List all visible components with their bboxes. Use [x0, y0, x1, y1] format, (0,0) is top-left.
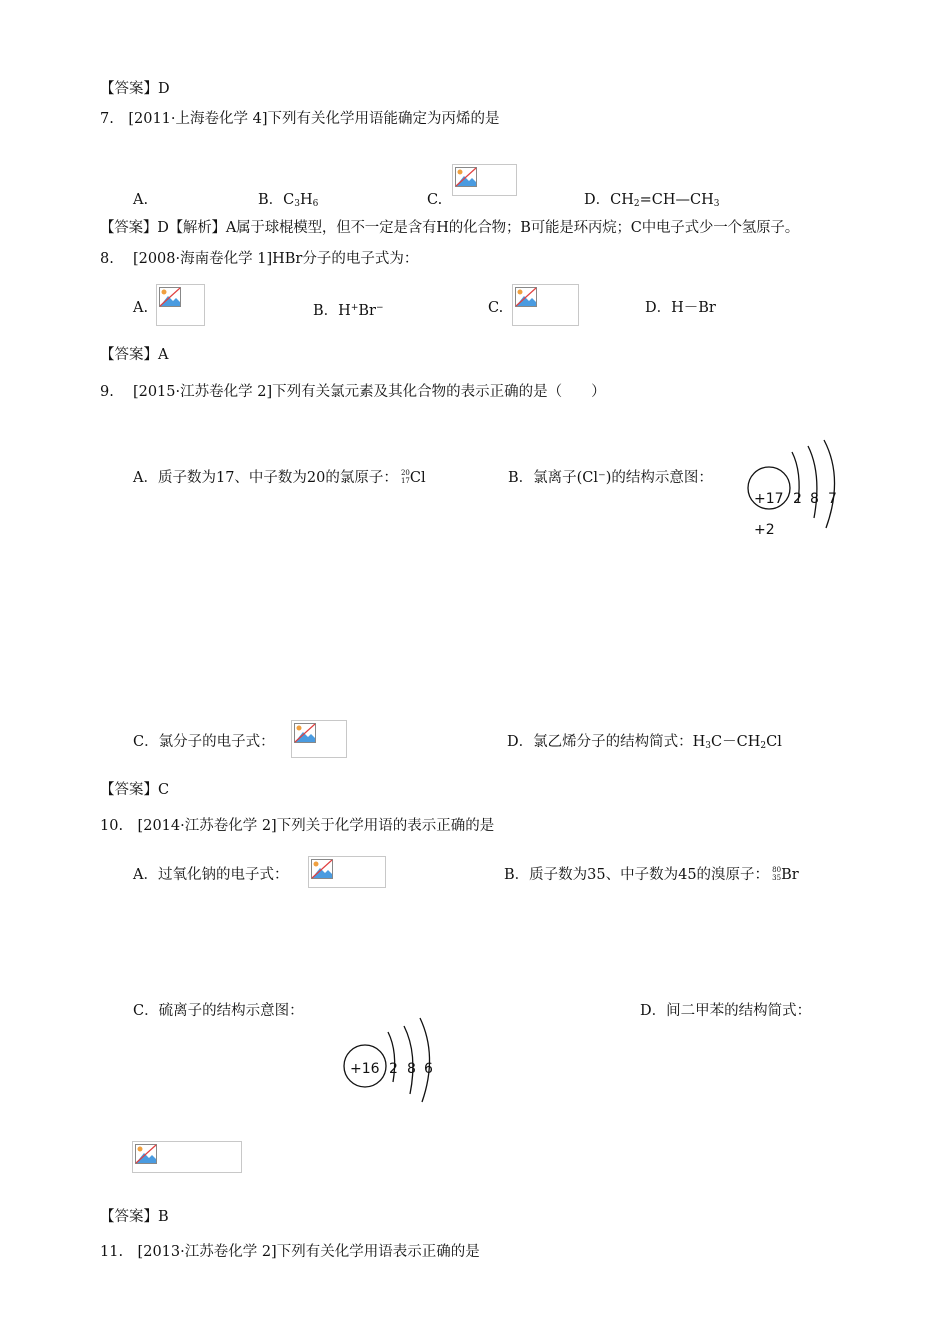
shell-electrons-1: 2	[389, 1061, 398, 1077]
nucleus-charge: +17	[754, 491, 784, 507]
broken-image-icon	[455, 167, 477, 187]
answer-q9: 【答案】C	[100, 782, 170, 798]
q9-option-a: A．质子数为17、中子数为20的氯原子： 20 17 Cl	[133, 469, 426, 486]
q9-option-b: B．氯离子(Cl⁻)的结构示意图：	[508, 470, 713, 486]
q8-option-d: D．H－Br	[645, 300, 716, 316]
answer-q10: 【答案】B	[100, 1209, 169, 1225]
q7-option-c-image	[452, 164, 517, 196]
shell-electrons-2: 8	[407, 1061, 416, 1077]
question-10-stem: 10. [2014·江苏卷化学 2]下列关于化学用语的表示正确的是	[100, 818, 495, 834]
broken-image-icon	[515, 287, 537, 307]
shell-electrons-2: 8	[810, 491, 819, 507]
q8-option-a: A.	[133, 300, 149, 316]
q7-option-b: B．$C_3H_6$	[258, 192, 319, 209]
q7-option-a: A.	[133, 192, 149, 208]
q9-option-c-image	[291, 720, 347, 758]
broken-image-icon	[159, 287, 181, 307]
q7-option-c: C.	[427, 192, 443, 208]
bromine-isotope-notation: 80 35	[772, 866, 782, 882]
q10-option-d: D．间二甲苯的结构简式：	[640, 1003, 812, 1019]
q9-option-c: C．氯分子的电子式：	[133, 734, 275, 750]
broken-image-icon	[311, 859, 333, 879]
electron-shell-arc-3	[420, 1018, 430, 1102]
answer-q7: 【答案】D【解析】A属于球棍模型，但不一定是含有H的化合物；B可能是环丙烷；C中电子式少一个氢原子。	[100, 220, 799, 236]
question-9-stem: 9. [2015·江苏卷化学 2]下列有关氯元素及其化合物的表示正确的是（ ）	[100, 384, 606, 400]
q10-option-c: C．硫离子的结构示意图：	[133, 1003, 304, 1019]
electron-shell-arc-2	[404, 1026, 413, 1094]
sulfide-ion-structure-diagram	[330, 1010, 450, 1110]
answer-q8: 【答案】A	[100, 347, 169, 363]
shell-electrons-3: 6	[424, 1061, 433, 1077]
chlorine-isotope-notation: 20 17	[400, 469, 410, 485]
question-7-stem: 7. [2011·上海卷化学 4]下列有关化学用语能确定为丙烯的是	[100, 111, 500, 127]
q8-option-c-image	[512, 284, 579, 326]
broken-image-icon	[294, 723, 316, 743]
q10-option-a-image	[308, 856, 386, 888]
chloride-ion-structure-diagram	[740, 430, 860, 550]
question-8-stem: 8. [2008·海南卷化学 1]HBr分子的电子式为：	[100, 251, 419, 267]
shell-electrons-1: 2	[793, 491, 802, 507]
broken-image-icon	[135, 1144, 157, 1164]
electron-shell-arc-3	[824, 440, 835, 528]
q8-option-c: C.	[488, 300, 504, 316]
nucleus-charge: +16	[350, 1061, 380, 1077]
q8-option-a-image	[156, 284, 205, 326]
q8-option-b: B．H+Br−	[313, 303, 384, 319]
q7-option-d: D．$CH_2=CH—CH_3$	[584, 192, 720, 209]
diagram-extra-label: +2	[754, 522, 775, 538]
q9-option-d: D．氯乙烯分子的结构简式：$H_3C-CH_2Cl$	[507, 734, 782, 751]
question-11-stem: 11. [2013·江苏卷化学 2]下列有关化学用语表示正确的是	[100, 1244, 480, 1260]
q10-option-b: B．质子数为35、中子数为45的溴原子： 80 35 Br	[504, 866, 799, 883]
shell-electrons-3: 7	[828, 491, 837, 507]
q10-option-d-image	[132, 1141, 242, 1173]
q10-option-a: A．过氧化钠的电子式：	[133, 867, 289, 883]
electron-shell-arc-2	[808, 446, 817, 518]
answer-q6: 【答案】D	[100, 81, 170, 97]
